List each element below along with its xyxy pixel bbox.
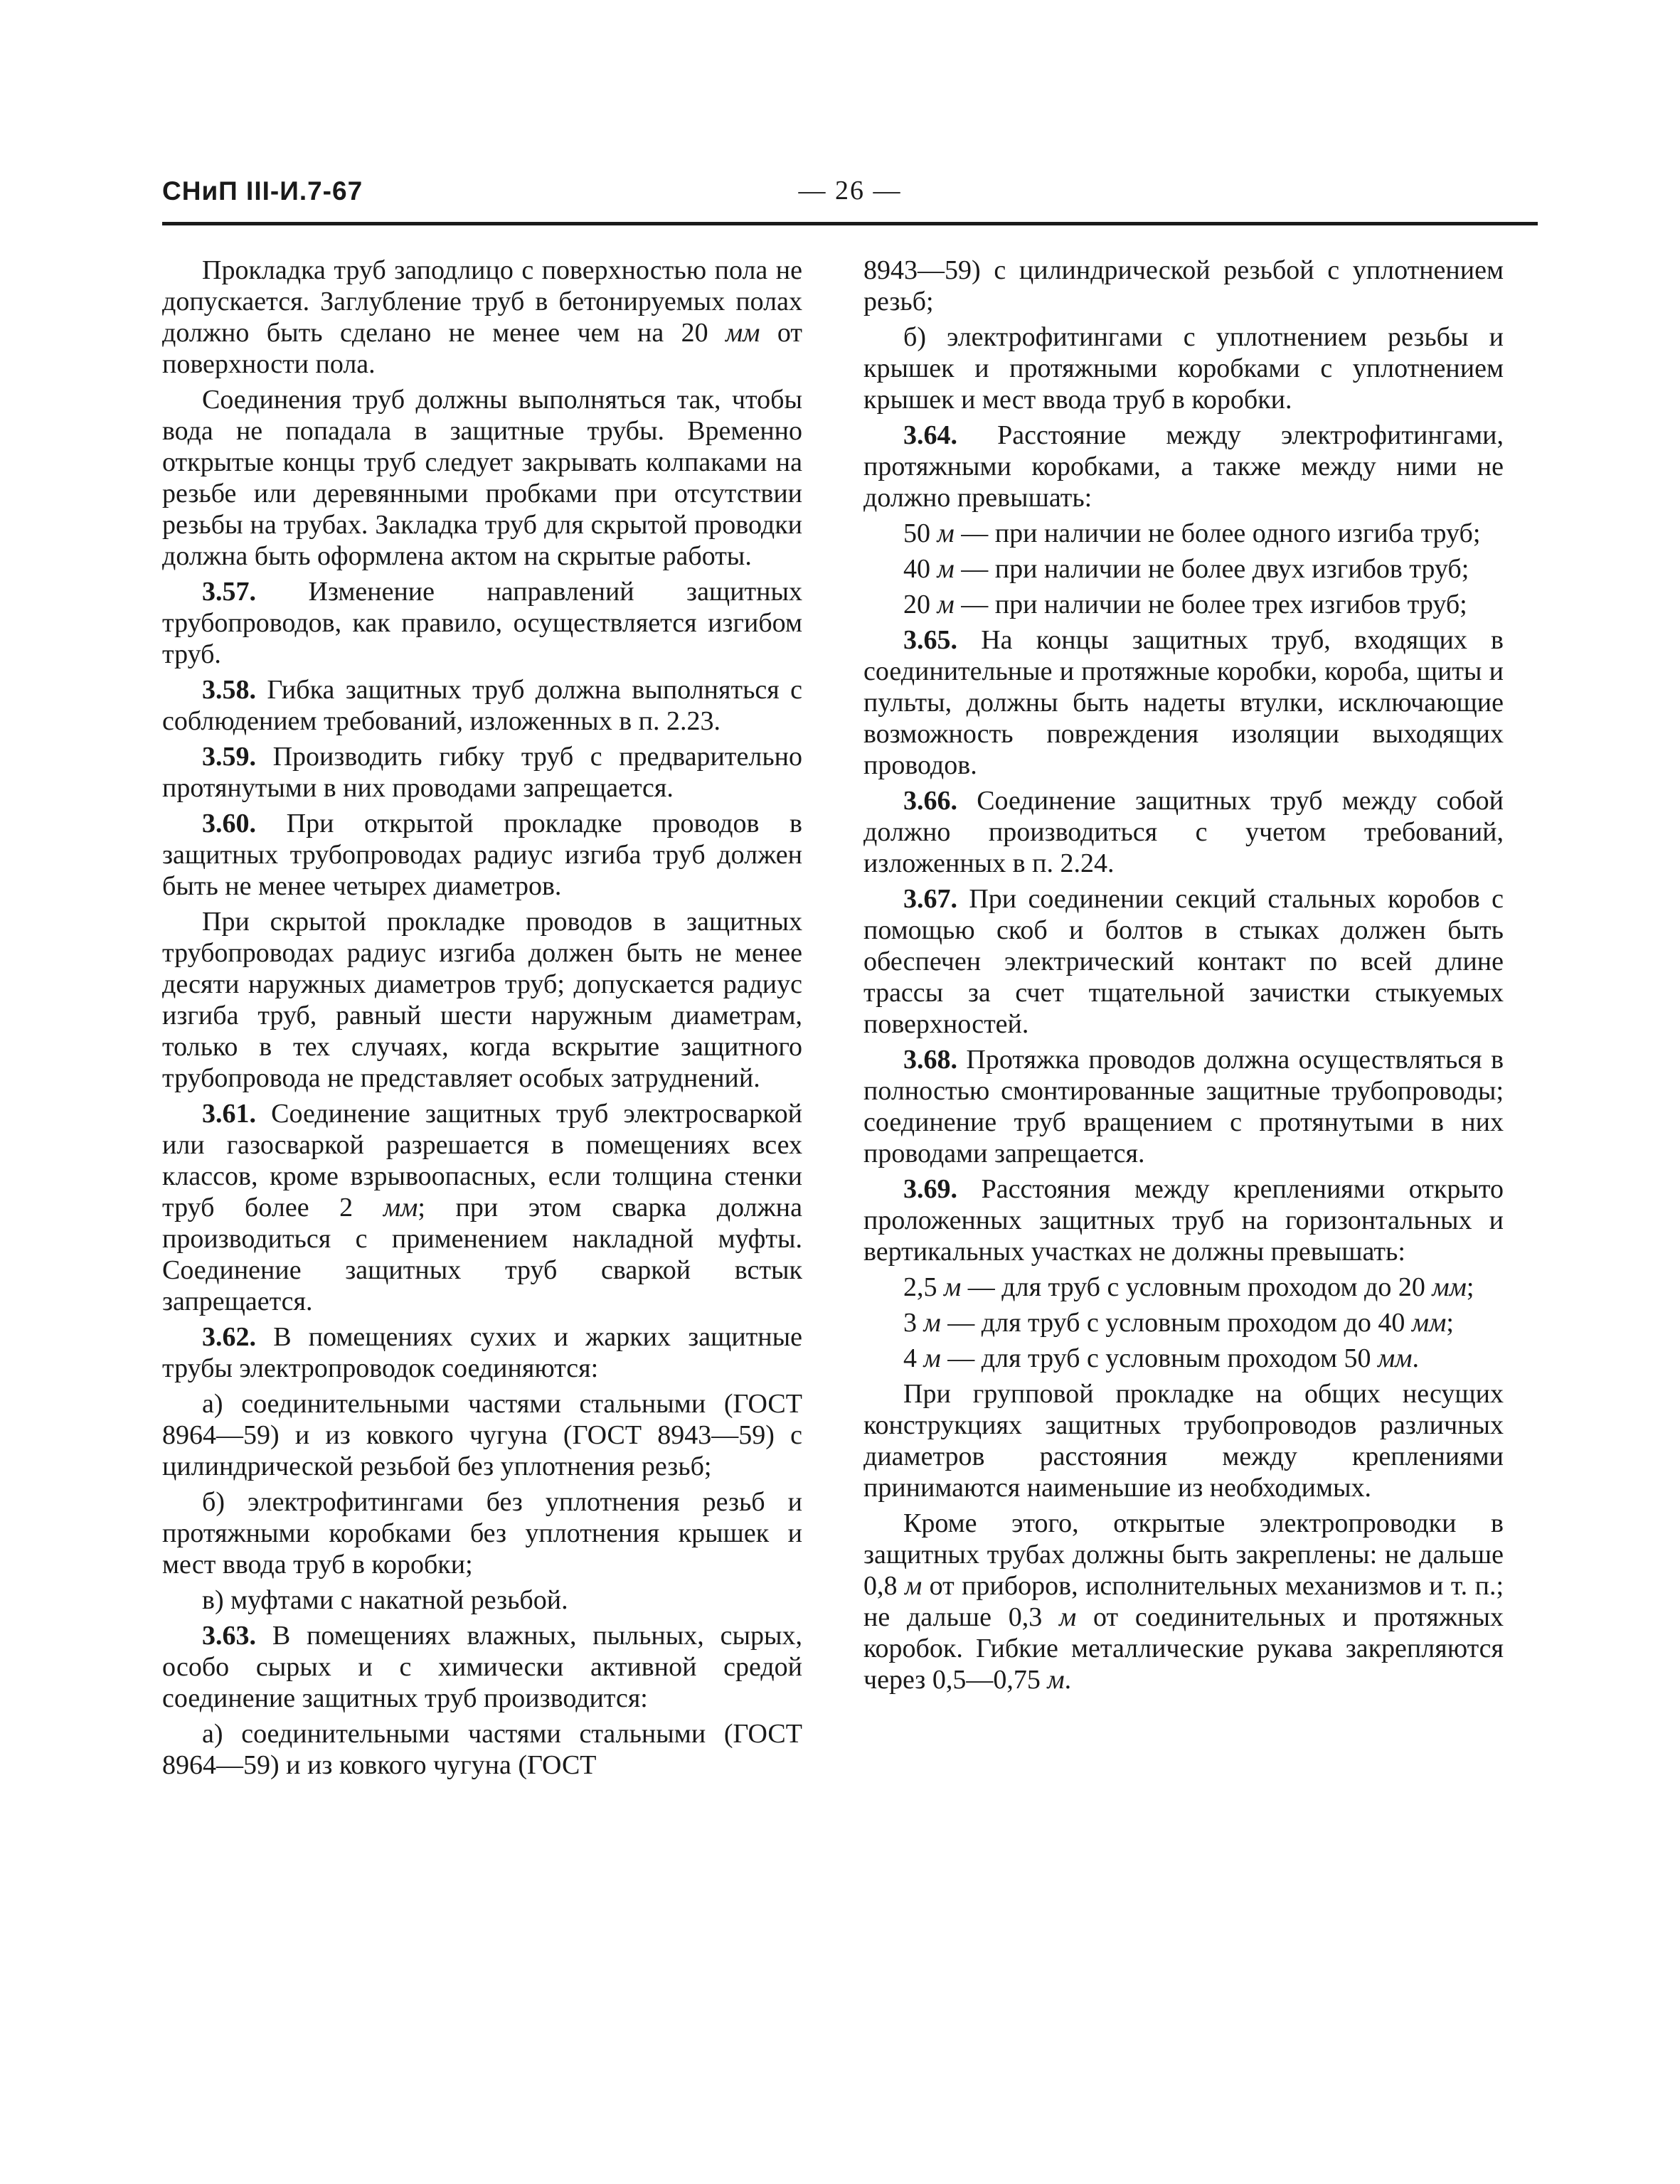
clause-number: 3.61. (202, 1099, 256, 1129)
paragraph (863, 1307, 1504, 1338)
page-number: — 26 — (798, 176, 902, 206)
paragraph-text: В помещениях сухих и жарких защитные трубы электропроводок соединяются: (162, 1322, 803, 1383)
paragraph-text: Соединение защитных труб электросваркой или газосваркой разрешается в помещениях всех классов, кроме взрывоопасных, если толщина стенки труб более 2 мм; при этом сварка должна производиться с применением накладной муфты. Соединение защитных труб сваркой встык запрещается. (162, 1099, 803, 1316)
paragraph (863, 518, 1504, 549)
clause-paragraph (162, 808, 802, 902)
paragraph (162, 906, 802, 1094)
paragraph-text: В помещениях влажных, пыльных, сырых, особо сырых и с химически активной средой соединение защитных труб производится: (162, 1621, 803, 1713)
paragraph-text: Протяжка проводов должна осуществляться в полностью смонтированные защитные трубопроводы; соединение труб вращением с протянутыми в них проводами запрещается. (863, 1045, 1504, 1168)
paragraph (162, 384, 802, 572)
paragraph (162, 1584, 802, 1616)
clause-number: 3.67. (903, 884, 957, 914)
paragraph (162, 1718, 802, 1781)
clause-paragraph (162, 674, 802, 737)
paragraph (162, 1388, 802, 1482)
paragraph (863, 255, 1504, 317)
clause-paragraph (863, 1044, 1504, 1169)
paragraph-text: Гибка защитных труб должна выполняться с соблюдением требований, изложенных в п. 2.23. (162, 675, 803, 736)
paragraph-text: 3 м — для труб с условным проходом до 40 мм; (903, 1308, 1454, 1338)
paragraph-text: Расстояние между электрофитингами, протяжными коробками, а также между ними не должно превышать: (863, 420, 1504, 513)
paragraph-text: При соединении секций стальных коробов с помощью скоб и болтов в стыках должен быть обеспечен электрический контакт по всей длине трассы за счет тщательной зачистки стыкуемых поверхностей. (863, 884, 1504, 1039)
clause-number: 3.58. (202, 675, 256, 705)
paragraph-text: б) электрофитингами без уплотнения резьб и протяжными коробками без уплотнения крышек и мест ввода труб в коробки; (162, 1487, 802, 1580)
paragraph-text: 50 м — при наличии не более одного изгиба труб; (903, 518, 1481, 548)
clause-paragraph (863, 883, 1504, 1040)
paragraph-text: 20 м — при наличии не более трех изгибов труб; (903, 590, 1467, 619)
paragraph-text: Расстояния между креплениями открыто проложенных защитных труб на горизонтальных и вертикальных участках не должны превышать: (863, 1174, 1504, 1267)
clause-number: 3.63. (202, 1621, 256, 1651)
left-column (162, 255, 802, 1785)
paragraph-text: При открытой прокладке проводов в защитных трубопроводах радиус изгиба труб должен быть не менее четырех диаметров. (162, 809, 802, 901)
paragraph-text: а) соединительными частями стальными (ГОСТ 8964—59) и из ковкого чугуна (ГОСТ (162, 1719, 802, 1780)
paragraph (162, 1486, 802, 1580)
paragraph-text: При групповой прокладке на общих несущих конструкциях защитных трубопроводов различных диаметров расстояния между креплениями принимаются наименьшие из необходимых. (863, 1379, 1504, 1503)
clause-paragraph (863, 1173, 1504, 1267)
page-header (162, 172, 1538, 219)
paragraph-text: При скрытой прокладке проводов в защитных трубопроводах радиус изгиба должен быть не менее десяти наружных диаметров труб; допускается радиус изгиба труб, равный шести наружным диаметрам, только в тех случаях, когда вскрытие защитного трубопровода не представляет особых затруднений. (162, 907, 802, 1093)
paragraph-text: Соединение защитных труб между собой должно производиться с учетом требований, изложенных в п. 2.24. (863, 786, 1504, 878)
paragraph (863, 553, 1504, 585)
clause-number: 3.57. (202, 577, 256, 607)
right-column (863, 255, 1504, 1700)
header-divider (162, 222, 1538, 225)
clause-paragraph (863, 624, 1504, 781)
paragraph-text: б) электрофитингами с уплотнением резьбы и крышек и протяжными коробками с уплотнением крышек и мест ввода труб в коробки. (863, 322, 1504, 415)
paragraph-text: 40 м — при наличии не более двух изгибов труб; (903, 554, 1469, 584)
document-code: СНиП III-И.7-67 (162, 176, 363, 206)
clause-paragraph (863, 785, 1504, 879)
paragraph (863, 1343, 1504, 1374)
clause-paragraph (162, 576, 802, 670)
clause-number: 3.62. (202, 1322, 256, 1352)
clause-number: 3.60. (202, 809, 256, 838)
paragraph-text: На концы защитных труб, входящих в соединительные и протяжные коробки, короба, щиты и пульты, должны быть надеты втулки, исключающие возможность повреждения изоляции выходящих проводов. (863, 625, 1504, 780)
paragraph (863, 1272, 1504, 1303)
paragraph-text: в) муфтами с накатной резьбой. (202, 1585, 568, 1615)
paragraph-text: Кроме этого, открытые электропроводки в защитных трубах должны быть закреплены: не дальше 0,8 м от приборов, исполнительных механизмов и т. п.; не дальше 0,3 м от соединительных и протяжных коробок. Гибкие металлические рукава закрепляются через 0,5—0,75 м. (863, 1508, 1504, 1695)
clause-number: 3.59. (202, 742, 256, 772)
paragraph (863, 1508, 1504, 1695)
paragraph-text: 2,5 м — для труб с условным проходом до 20 мм; (903, 1272, 1474, 1302)
clause-number: 3.65. (903, 625, 957, 655)
clause-number: 3.68. (903, 1045, 957, 1075)
paragraph-text: 4 м — для труб с условным проходом 50 мм. (903, 1343, 1420, 1373)
paragraph-text: Соединения труб должны выполняться так, чтобы вода не попадала в защитные трубы. Временно открытые концы труб следует закрывать колпаками на резьбе или деревянными пробками при отсутствии резьбы на трубах. Закладка труб для скрытой проводки должна быть оформлена актом на скрытые работы. (162, 385, 802, 571)
paragraph-text: 8943—59) с цилиндрической резьбой с уплотнением резьб; (863, 255, 1504, 316)
paragraph (863, 321, 1504, 415)
paragraph-text: а) соединительными частями стальными (ГОСТ 8964—59) и из ковкого чугуна (ГОСТ 8943—59) с цилиндрической резьбой без уплотнения резьб; (162, 1389, 802, 1481)
clause-paragraph (162, 1620, 802, 1714)
paragraph (863, 589, 1504, 620)
clause-paragraph (162, 741, 802, 804)
clause-number: 3.69. (903, 1174, 957, 1204)
clause-paragraph (162, 1321, 802, 1384)
clause-paragraph (863, 420, 1504, 513)
paragraph-text: Изменение направлений защитных трубопроводов, как правило, осуществляется изгибом труб. (162, 577, 802, 669)
clause-paragraph (162, 1098, 802, 1317)
paragraph-text: Прокладка труб заподлицо с поверхностью пола не допускается. Заглубление труб в бетонируемых полах должно быть сделано не менее чем на 20 мм от поверхности пола. (162, 255, 802, 379)
clause-number: 3.66. (903, 786, 957, 816)
paragraph (162, 255, 802, 380)
paragraph-text: Производить гибку труб с предварительно протянутыми в них проводами запрещается. (162, 742, 802, 803)
clause-number: 3.64. (903, 420, 957, 450)
paragraph (863, 1378, 1504, 1503)
